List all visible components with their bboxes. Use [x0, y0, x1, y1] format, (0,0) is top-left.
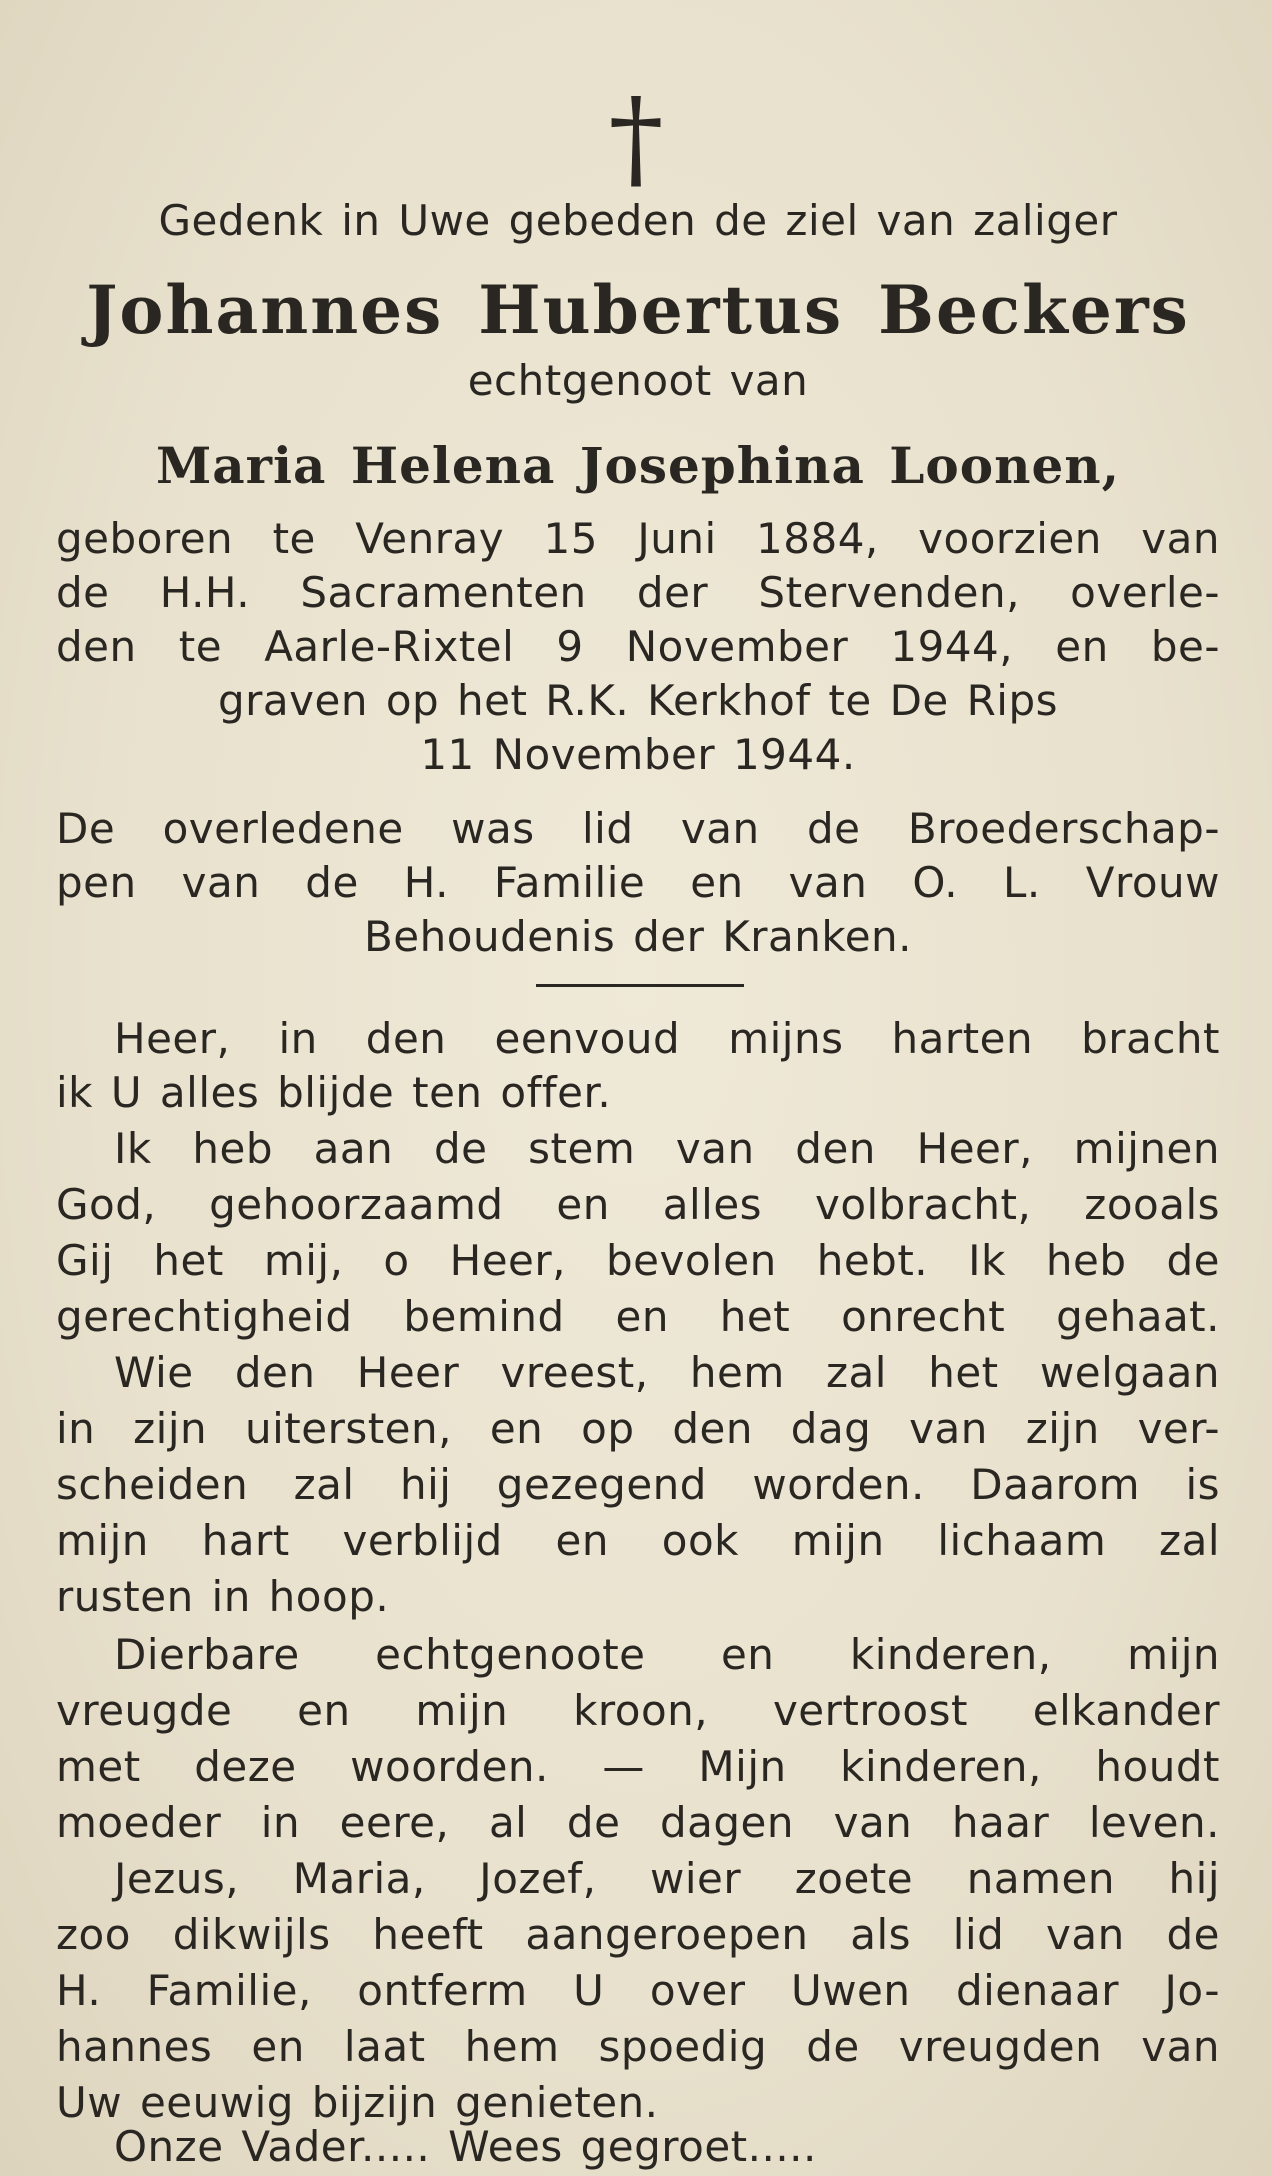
prayer-line: ik U alles blijde ten offer.: [56, 1068, 612, 1117]
biography-line: den te Aarle-Rixtel 9 November 1944, en be-: [56, 622, 1220, 671]
prayer-line: vreugde en mijn kroon, vertroost elkander: [56, 1686, 1220, 1735]
intro-line: Gedenk in Uwe gebeden de ziel van zaliger: [158, 196, 1118, 245]
prayer-line: hannes en laat hem spoedig de vreugden van: [56, 2022, 1220, 2071]
biography-line: graven op het R.K. Kerkhof te De Rips: [217, 676, 1058, 725]
closing-prayers: Onze Vader..... Wees gegroet.....: [114, 2122, 817, 2171]
prayer-line: Wie den Heer vreest, hem zal het welgaan: [114, 1348, 1220, 1397]
membership-line: pen van de H. Familie en van O. L. Vrouw: [56, 858, 1220, 907]
membership-line: De overledene was lid van de Broederschap-: [56, 804, 1220, 853]
spouse-name: Maria Helena Josephina Loonen,: [155, 436, 1121, 495]
deceased-name: Johannes Hubertus Beckers: [86, 271, 1190, 349]
prayer-line: moeder in eere, al de dagen van haar leven.: [56, 1798, 1220, 1847]
prayer-line: mijn hart verblijd en ook mijn lichaam zal: [56, 1516, 1220, 1565]
prayer-line: scheiden zal hij gezegend worden. Daarom is: [56, 1460, 1220, 1509]
prayer-line: God, gehoorzaamd en alles volbracht, zooals: [56, 1180, 1220, 1229]
prayer-line: in zijn uitersten, en op den dag van zijn ver-: [56, 1404, 1220, 1453]
prayer-line: Jezus, Maria, Jozef, wier zoete namen hij: [114, 1854, 1220, 1903]
membership-line: Behoudenis der Kranken.: [363, 912, 913, 961]
prayer-line: Ik heb aan de stem van den Heer, mijnen: [114, 1124, 1220, 1173]
prayer-line: Gij het mij, o Heer, bevolen hebt. Ik heb de: [56, 1236, 1220, 1285]
prayer-line: Heer, in den eenvoud mijns harten bracht: [114, 1014, 1220, 1063]
cross-icon: †: [608, 74, 664, 202]
relation-line: echtgenoot van: [467, 356, 809, 405]
prayer-line: rusten in hoop.: [56, 1572, 390, 1621]
biography-line: 11 November 1944.: [420, 730, 856, 779]
prayer-line: Uw eeuwig bijzijn genieten.: [56, 2078, 659, 2127]
divider-rule: [536, 984, 744, 987]
prayer-line: gerechtigheid bemind en het onrecht gehaat.: [56, 1292, 1220, 1341]
prayer-line: H. Familie, ontferm U over Uwen dienaar Jo-: [56, 1966, 1220, 2015]
prayer-line: Dierbare echtgenoote en kinderen, mijn: [114, 1630, 1220, 1679]
prayer-line: met deze woorden. — Mijn kinderen, houdt: [56, 1742, 1220, 1791]
prayer-line: zoo dikwijls heeft aangeroepen als lid van de: [56, 1910, 1220, 1959]
biography-line: de H.H. Sacramenten der Stervenden, overle-: [56, 568, 1220, 617]
biography-line: geboren te Venray 15 Juni 1884, voorzien van: [56, 514, 1220, 563]
